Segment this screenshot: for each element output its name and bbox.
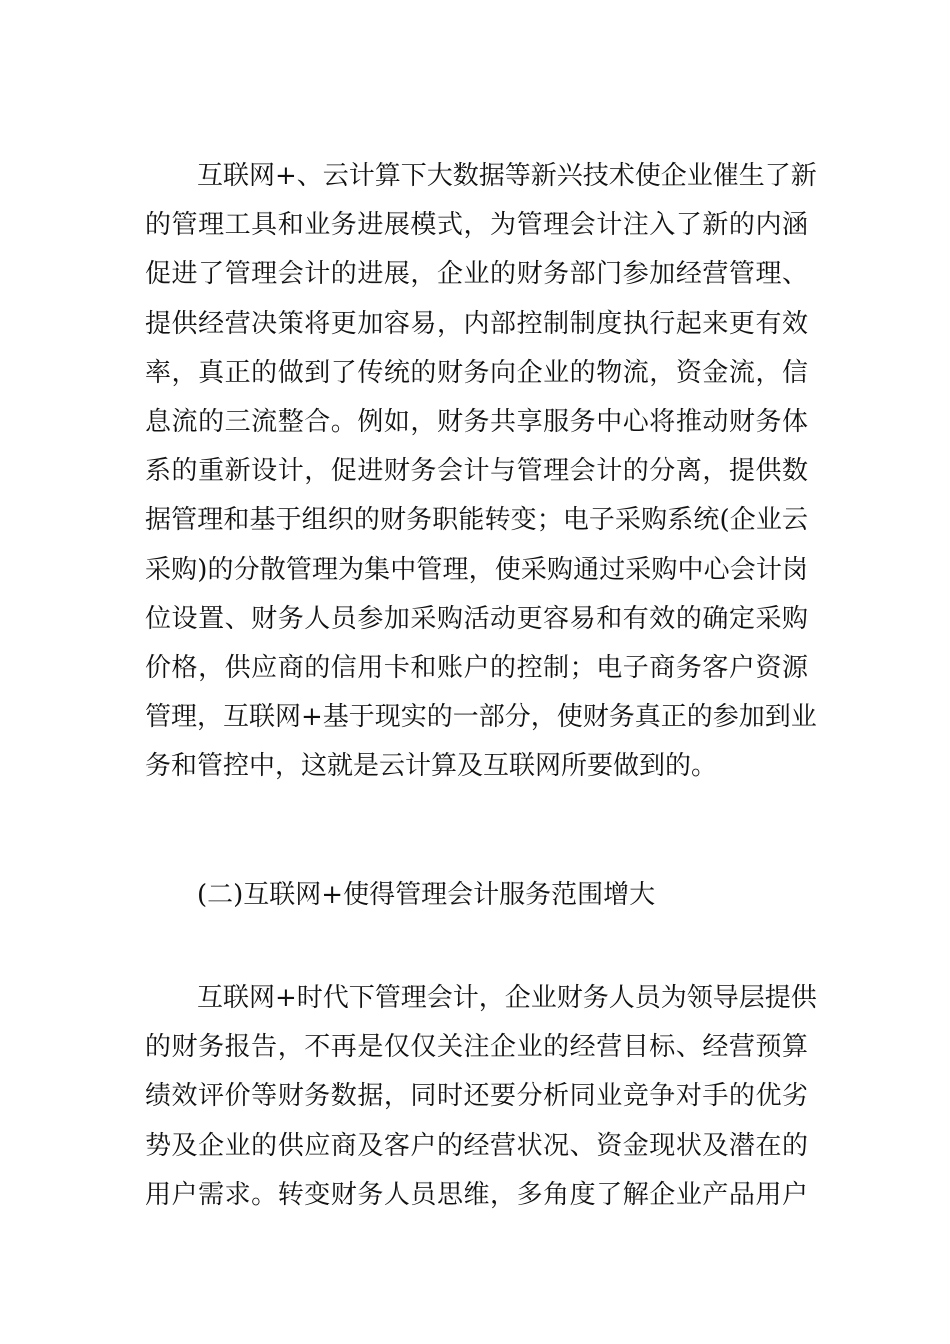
paragraph-line: 价格，供应商的信用卡和账户的控制；电子商务客户资源 <box>145 653 808 684</box>
paragraph-line: 互联网+、云计算下大数据等新兴技术使企业催生了新 <box>197 161 817 191</box>
body-paragraph-2 <box>145 974 817 1220</box>
section-heading-text: (二)互联网+使得管理会计服务范围增大 <box>197 880 656 910</box>
paragraph-line: 用户需求。转变财务人员思维，多角度了解企业产品用户 <box>145 1179 808 1210</box>
paragraph-line: 势及企业的供应商及客户的经营状况、资金现状及潜在的 <box>145 1130 808 1161</box>
paragraph-line: 的管理工具和业务进展模式，为管理会计注入了新的内涵 <box>145 210 808 241</box>
paragraph-line: 务和管控中，这就是云计算及互联网所要做到的。 <box>145 751 718 782</box>
paragraph-line: 的财务报告，不再是仅仅关注企业的经营目标、经营预算 <box>145 1032 808 1063</box>
paragraph-line: 息流的三流整合。例如，财务共享服务中心将推动财务体 <box>145 407 808 438</box>
paragraph-line: 采购)的分散管理为集中管理，使采购通过采购中心会计岗 <box>145 554 808 585</box>
paragraph-line: 率，真正的做到了传统的财务向企业的物流，资金流，信 <box>145 357 808 388</box>
body-paragraph-1 <box>145 152 817 792</box>
section-heading <box>145 871 808 920</box>
paragraph-line: 提供经营决策将更加容易，内部控制制度执行起来更有效 <box>145 308 808 339</box>
paragraph-line: 系的重新设计，促进财务会计与管理会计的分离，提供数 <box>145 456 808 487</box>
paragraph-line: 互联网+时代下管理会计，企业财务人员为领导层提供 <box>197 983 817 1013</box>
paragraph-line: 位设置、财务人员参加采购活动更容易和有效的确定采购 <box>145 603 808 634</box>
paragraph-line: 绩效评价等财务数据，同时还要分析同业竞争对手的优劣 <box>145 1081 808 1112</box>
paragraph-line: 据管理和基于组织的财务职能转变；电子采购系统(企业云 <box>145 505 808 536</box>
paragraph-line: 管理，互联网+基于现实的一部分，使财务真正的参加到业 <box>145 702 817 733</box>
paragraph-line: 促进了管理会计的进展，企业的财务部门参加经营管理、 <box>145 259 808 290</box>
